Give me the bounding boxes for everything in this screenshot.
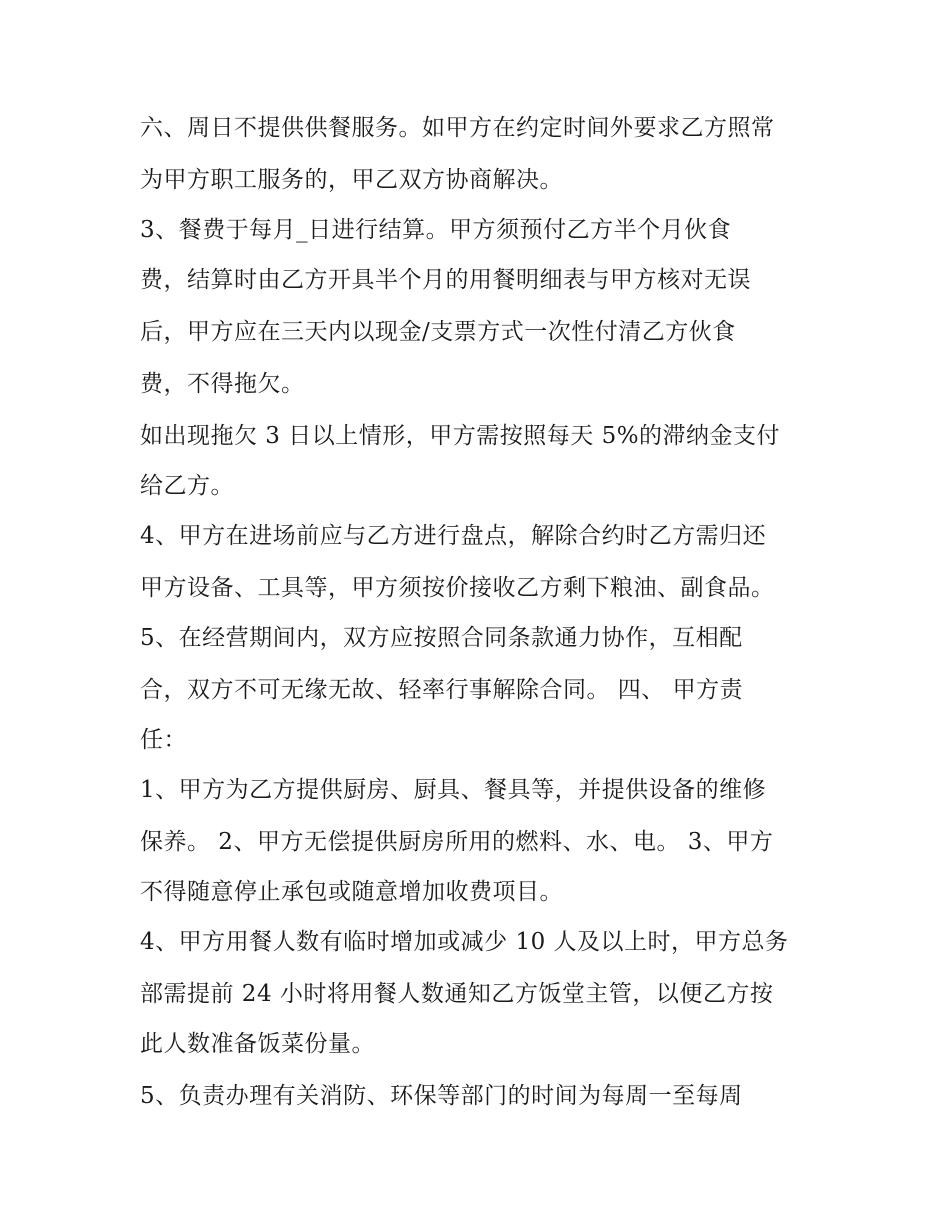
text-line: 为甲方职工服务的，甲乙双方协商解决。 bbox=[140, 167, 563, 193]
text-line: 如出现拖欠 3 日以上情形，甲方需按照每天 5%的滞纳金支付 bbox=[140, 423, 781, 449]
text-line: 保养。 2、甲方无偿提供厨房所用的燃料、水、电。 3、甲方 bbox=[140, 829, 774, 855]
text-line: 任： bbox=[140, 727, 187, 753]
text-line: 不得随意停止承包或随意增加收费项目。 bbox=[140, 879, 563, 905]
text-line: 六、周日不提供供餐服务。如甲方在约定时间外要求乙方照常 bbox=[140, 115, 775, 141]
text-line: 费，结算时由乙方开具半个月的用餐明细表与甲方核对无误 bbox=[140, 267, 751, 293]
text-line: 5、在经营期间内，双方应按照合同条款通力协作，互相配 bbox=[140, 625, 743, 651]
text-line: 后，甲方应在三天内以现金/支票方式一次性付清乙方伙食 bbox=[140, 319, 736, 345]
text-line: 给乙方。 bbox=[140, 473, 234, 499]
text-line: 甲方设备、工具等，甲方须按价接收乙方剩下粮油、副食品。 bbox=[140, 575, 775, 601]
text-line: 部需提前 24 小时将用餐人数通知乙方饭堂主管，以便乙方按 bbox=[140, 981, 774, 1007]
text-line: 4、甲方在进场前应与乙方进行盘点，解除合约时乙方需归还 bbox=[140, 523, 767, 549]
text-line: 4、甲方用餐人数有临时增加或减少 10 人及以上时，甲方总务 bbox=[140, 929, 789, 955]
text-line: 1、甲方为乙方提供厨房、厨具、餐具等，并提供设备的维修 bbox=[140, 777, 767, 803]
text-line: 此人数准备饭菜份量。 bbox=[140, 1031, 375, 1057]
text-line: 3、餐费于每月_日进行结算。甲方须预付乙方半个月伙食 bbox=[140, 217, 732, 243]
text-line: 费，不得拖欠。 bbox=[140, 371, 305, 397]
text-line: 合，双方不可无缘无故、轻率行事解除合同。 四、 甲方责 bbox=[140, 677, 744, 703]
text-line: 5、负责办理有关消防、环保等部门的时间为每周一至每周 bbox=[140, 1083, 743, 1109]
